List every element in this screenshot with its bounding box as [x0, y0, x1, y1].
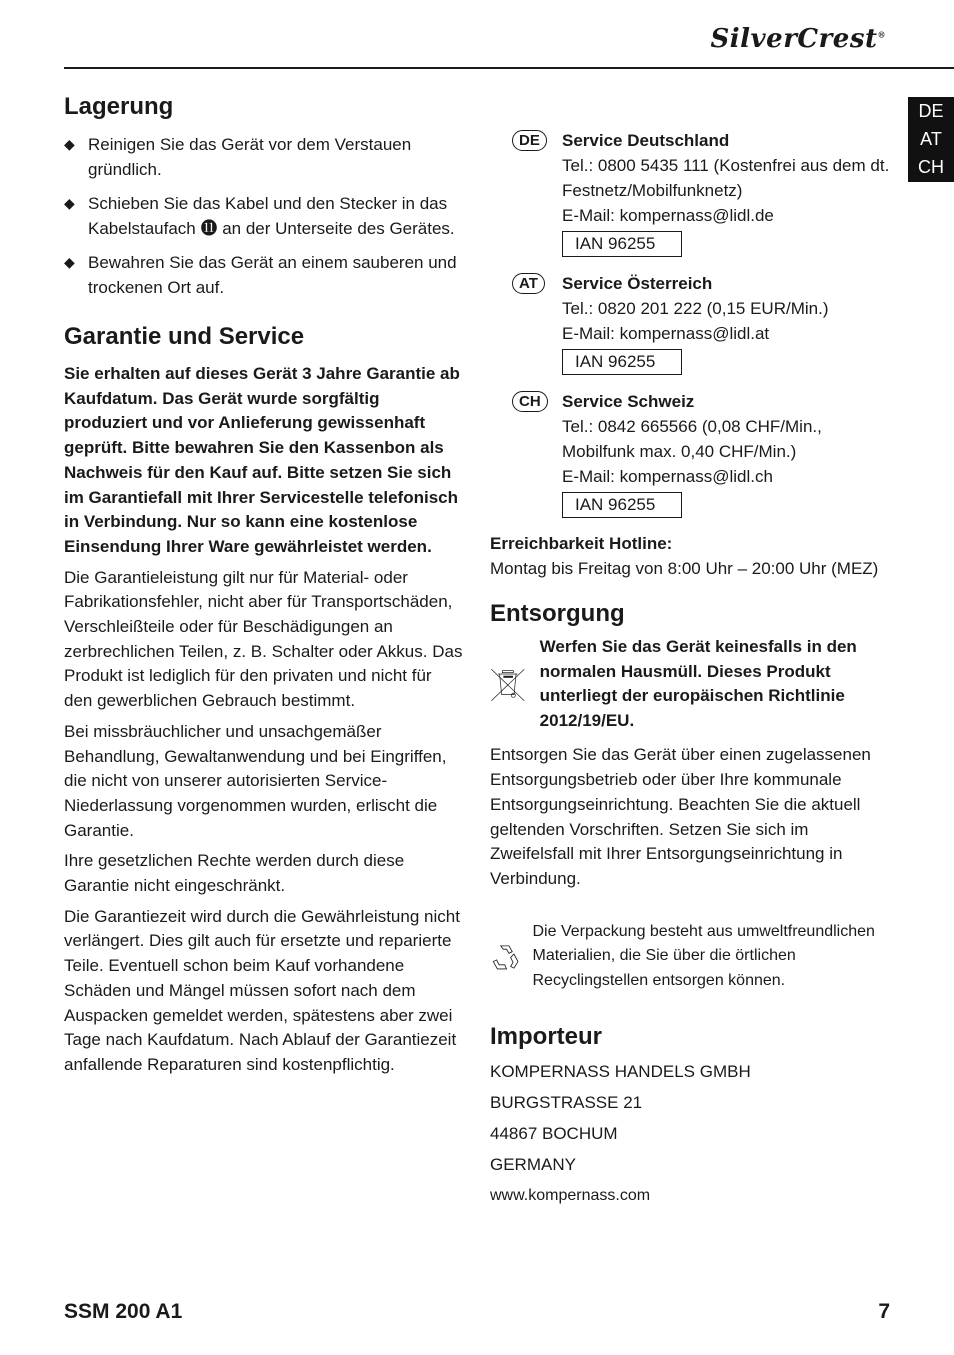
- service-title: Service Österreich: [562, 274, 713, 293]
- left-column: [64, 92, 464, 1084]
- recycling-icon: [490, 920, 521, 994]
- garantie-p2: Bei missbräuchlicher und unsachgemäßer Behandlung, Gewaltanwendung und bei Eingriffen, die nicht von unserer autorisierten Service-Niederlassung vorgenommen wurden, erlischt die Garantie.: [64, 721, 447, 840]
- service-phone: Tel.: 0842 665566 (0,08 CHF/Min., Mobilfunk max. 0,40 CHF/Min.): [562, 417, 822, 461]
- service-title: Service Schweiz: [562, 392, 695, 411]
- service-email: E-Mail: kompernass@lidl.at: [562, 324, 770, 343]
- page-number: 7: [878, 1300, 890, 1323]
- right-column: [490, 128, 890, 1211]
- diamond-bullet-icon: ◆: [64, 136, 75, 152]
- service-title: Service Deutschland: [562, 131, 730, 150]
- list-item: ◆ Schieben Sie das Kabel und den Stecker in das Kabelstaufach ⓫ an der Unterseite des Gerätes.: [64, 191, 464, 241]
- heading-entsorgung: Entsorgung: [490, 600, 625, 628]
- importer-line: BURGSTRASSE 21: [490, 1092, 643, 1112]
- ian-box: IAN 96255: [562, 231, 682, 257]
- country-badge: AT: [512, 273, 545, 294]
- service-phone: Tel.: 0820 201 222 (0,15 EUR/Min.): [562, 299, 829, 318]
- footer-model: SSM 200 A1: [64, 1300, 183, 1323]
- service-de: [490, 128, 890, 257]
- country-badge: DE: [512, 130, 547, 151]
- list-item: ◆ Reinigen Sie das Gerät vor dem Verstauen gründlich.: [64, 132, 464, 182]
- lang-de: DE: [918, 101, 944, 121]
- ian-box: IAN 96255: [562, 349, 682, 375]
- garantie-p1: Die Garantieleistung gilt nur für Material- oder Fabrikationsfehler, nicht aber für Transportschäden, Verschleißteile oder für Beschädigungen an zerbrechlichen Teilen, z. B. Schalter oder Akkus. Das Produkt ist lediglich für den privaten und nicht für den gewerblichen Gebrauch bestimmt.: [64, 567, 463, 711]
- disposal-warning-text: Werfen Sie das Gerät keinesfalls in den normalen Hausmüll. Dieses Produkt unterliegt der europäischen Richtlinie 2012/19/EU.: [539, 637, 857, 730]
- disposal-text: Entsorgen Sie das Gerät über einen zugelassenen Entsorgungsbetrieb oder über Ihre kommunale Entsorgungseinrichtung. Beachten Sie die aktuell geltenden Vorschriften. Setzen Sie sich im Zweifelsfall mit Ihrer Entsorgungseinrichtung in Verbindung.: [490, 745, 871, 888]
- service-at: [490, 271, 890, 375]
- list-item: ◆ Bewahren Sie das Gerät an einem sauberen und trockenen Ort auf.: [64, 250, 464, 300]
- service-email: E-Mail: kompernass@lidl.de: [562, 206, 774, 225]
- packaging-note: [490, 920, 890, 994]
- lang-at: AT: [920, 129, 942, 149]
- importer-line: KOMPERNASS HANDELS GMBH: [490, 1061, 751, 1081]
- heading-garantie: Garantie und Service: [64, 323, 305, 350]
- garantie-intro: Sie erhalten auf dieses Gerät 3 Jahre Garantie ab Kaufdatum. Das Gerät wurde sorgfältig produziert und vor Anlieferung gewissenhaft geprüft. Bitte bewahren Sie den Kassenbon als Nachweis für den Kauf auf. Bitte setzen Sie sich im Garantiefall mit Ihrer Servicestelle telefonisch in Verbindung. Nur so kann eine kostenlose Einsendung Ihrer Ware gewährleistet werden.: [64, 364, 460, 556]
- service-ch: [490, 389, 890, 518]
- lang-ch: CH: [918, 157, 944, 177]
- diamond-bullet-icon: ◆: [64, 254, 75, 270]
- crossed-bin-icon: [490, 635, 526, 735]
- brand-logo: SilverCrest®: [710, 24, 886, 54]
- disposal-warning: [490, 635, 890, 735]
- importer-line: 44867 BOCHUM: [490, 1123, 618, 1143]
- heading-lagerung: Lagerung: [64, 93, 174, 120]
- importer-line: GERMANY: [490, 1154, 576, 1174]
- service-phone: Tel.: 0800 5435 111 (Kostenfrei aus dem dt. Festnetz/Mobilfunknetz): [562, 156, 890, 200]
- country-badge: CH: [512, 391, 548, 412]
- importer-website: www.kompernass.com: [490, 1186, 651, 1204]
- diamond-bullet-icon: ◆: [64, 195, 75, 211]
- service-email: E-Mail: kompernass@lidl.ch: [562, 467, 773, 486]
- ian-box: IAN 96255: [562, 492, 682, 518]
- heading-importeur: Importeur: [490, 1022, 603, 1050]
- language-tab: [908, 97, 954, 182]
- hotline-label: Erreichbarkeit Hotline:: [490, 534, 673, 553]
- garantie-p4: Die Garantiezeit wird durch die Gewährleistung nicht verlängert. Dies gilt auch für ersetzte und reparierte Teile. Eventuell schon beim Kauf vorhandene Schäden und Mängel müssen sofort nach dem Auspacken gemeldet werden, spätestens aber zwei Tage nach Kaufdatum. Nach Ablauf der Garantiezeit anfallende Reparaturen sind kostenpflichtig.: [64, 906, 460, 1074]
- garantie-p3: Ihre gesetzlichen Rechte werden durch diese Garantie nicht eingeschränkt.: [64, 851, 405, 896]
- hotline-hours: Montag bis Freitag von 8:00 Uhr – 20:00 Uhr (MEZ): [490, 558, 879, 578]
- packaging-text: Die Verpackung besteht aus umweltfreundlichen Materialien, die Sie über die örtlichen Recyclingstellen entsorgen können.: [532, 922, 875, 989]
- header-rule: [64, 67, 954, 69]
